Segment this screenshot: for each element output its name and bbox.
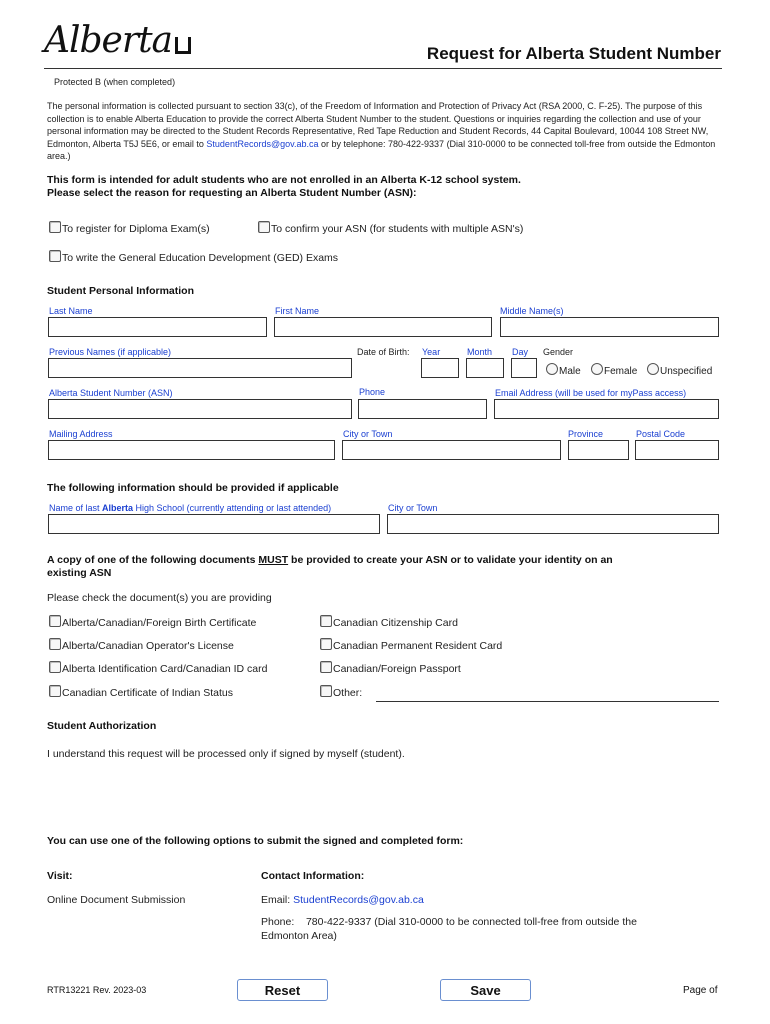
reason-confirm-checkbox[interactable]: To confirm your ASN (for students with multiple ASN's) bbox=[258, 221, 523, 235]
contact-phone: Phone: 780-422-9337 (Dial 310-0000 to be connected toll-free from outside the bbox=[261, 916, 637, 928]
contact-phone-line2: Edmonton Area) bbox=[261, 930, 337, 942]
online-submission-link[interactable]: Online Document Submission bbox=[47, 894, 186, 906]
previous-names-label: Previous Names (if applicable) bbox=[49, 347, 172, 357]
contact-email-link[interactable]: StudentRecords@gov.ab.ca bbox=[293, 894, 424, 906]
documents-heading-line2: existing ASN bbox=[47, 567, 112, 579]
last-name-label: Last Name bbox=[49, 306, 93, 316]
page-number: Page of bbox=[683, 985, 718, 996]
email-input[interactable] bbox=[494, 399, 719, 419]
radio-icon bbox=[591, 363, 603, 375]
logo-mark-icon bbox=[175, 37, 191, 54]
page-title: Request for Alberta Student Number bbox=[426, 44, 721, 63]
intro-line-2: Please select the reason for requesting an Alberta Student Number (ASN): bbox=[47, 187, 417, 199]
checkbox-icon bbox=[320, 615, 332, 627]
checkbox-icon bbox=[49, 221, 61, 233]
province-label: Province bbox=[568, 429, 604, 439]
authorization-text: I understand this request will be processed only if signed by myself (student). bbox=[47, 748, 405, 760]
gender-unspecified-radio[interactable]: Unspecified bbox=[647, 363, 712, 377]
protected-label: Protected B (when completed) bbox=[54, 77, 176, 87]
radio-icon bbox=[647, 363, 659, 375]
checkbox-icon bbox=[320, 685, 332, 697]
asn-label: Alberta Student Number (ASN) bbox=[49, 388, 173, 398]
authorization-heading: Student Authorization bbox=[47, 720, 157, 732]
asn-input[interactable] bbox=[48, 399, 352, 419]
dob-label: Date of Birth: bbox=[357, 347, 410, 357]
doc-passport-checkbox[interactable]: Canadian/Foreign Passport bbox=[320, 661, 461, 675]
checkbox-icon bbox=[49, 615, 61, 627]
school-heading: The following information should be provided if applicable bbox=[47, 482, 339, 494]
reset-button[interactable]: Reset bbox=[237, 979, 328, 1001]
documents-instruction: Please check the document(s) you are providing bbox=[47, 592, 272, 604]
province-input[interactable] bbox=[568, 440, 629, 460]
doc-other-checkbox[interactable]: Other: bbox=[320, 685, 362, 699]
dob-year-input[interactable] bbox=[421, 358, 459, 378]
doc-citizenship-checkbox[interactable]: Canadian Citizenship Card bbox=[320, 615, 458, 629]
contact-email: Email: StudentRecords@gov.ab.ca bbox=[261, 894, 424, 906]
first-name-input[interactable] bbox=[274, 317, 492, 337]
personal-heading: Student Personal Information bbox=[47, 285, 195, 297]
checkbox-icon bbox=[49, 661, 61, 673]
doc-permanent-resident-checkbox[interactable]: Canadian Permanent Resident Card bbox=[320, 638, 502, 652]
privacy-email-link[interactable]: StudentRecords@gov.ab.ca bbox=[206, 138, 319, 149]
middle-name-label: Middle Name(s) bbox=[500, 306, 564, 316]
checkbox-icon bbox=[49, 250, 61, 262]
first-name-label: First Name bbox=[275, 306, 320, 316]
phone-input[interactable] bbox=[358, 399, 487, 419]
school-input[interactable] bbox=[48, 514, 380, 534]
day-label: Day bbox=[512, 347, 529, 357]
gender-label: Gender bbox=[543, 347, 574, 357]
checkbox-icon bbox=[258, 221, 270, 233]
privacy-notice: The personal information is collected pursuant to section 33(c), of the Freedom of Information and Protection of Privacy Act (RSA 2000, C. F-25). The purpose of this collection is to enable Alberta Education to provide the correct Alberta Student Number to the student. Questions or inquiries regarding the collection and use of your personal information may be directed to the Student Records Representative, Red Tape Reduction and Student Records, 44 Capital Boulevard, 10044 108 Street NW, Edmonton, Alberta T5J 5E6, or email to StudentRecords@gov.ab.ca or by telephone: 780-422-9337 (Dial 310-0000 to be connected toll-free from outside the Edmonton area.) bbox=[47, 101, 716, 161]
city-input[interactable] bbox=[342, 440, 561, 460]
save-button[interactable]: Save bbox=[440, 979, 531, 1001]
phone-label: Phone bbox=[359, 387, 386, 397]
postal-code-input[interactable] bbox=[635, 440, 719, 460]
visit-label: Visit: bbox=[47, 870, 73, 882]
checkbox-icon bbox=[320, 661, 332, 673]
school-city-input[interactable] bbox=[387, 514, 719, 534]
city-label: City or Town bbox=[343, 429, 393, 439]
year-label: Year bbox=[422, 347, 441, 357]
doc-operators-license-checkbox[interactable]: Alberta/Canadian Operator's License bbox=[49, 638, 234, 652]
radio-icon bbox=[546, 363, 558, 375]
gender-female-radio[interactable]: Female bbox=[591, 363, 637, 377]
header-divider bbox=[44, 68, 722, 69]
dob-day-input[interactable] bbox=[511, 358, 537, 378]
submit-heading: You can use one of the following options to submit the signed and completed form: bbox=[47, 835, 464, 847]
checkbox-icon bbox=[49, 638, 61, 650]
gender-male-radio[interactable]: Male bbox=[546, 363, 581, 377]
dob-month-input[interactable] bbox=[466, 358, 504, 378]
doc-id-card-checkbox[interactable]: Alberta Identification Card/Canadian ID card bbox=[49, 661, 267, 675]
postal-code-label: Postal Code bbox=[636, 429, 686, 439]
doc-indian-status-checkbox[interactable]: Canadian Certificate of Indian Status bbox=[49, 685, 233, 699]
checkbox-icon bbox=[49, 685, 61, 697]
alberta-logo: Alberta bbox=[44, 20, 191, 61]
middle-name-input[interactable] bbox=[500, 317, 719, 337]
form-id: RTR13221 Rev. 2023-03 bbox=[47, 985, 147, 995]
school-city-label: City or Town bbox=[388, 503, 438, 513]
doc-birth-certificate-checkbox[interactable]: Alberta/Canadian/Foreign Birth Certificate bbox=[49, 615, 256, 629]
other-document-input[interactable] bbox=[376, 701, 719, 702]
reason-diploma-checkbox[interactable]: To register for Diploma Exam(s) bbox=[49, 221, 210, 235]
last-name-input[interactable] bbox=[48, 317, 267, 337]
school-label: Name of last Alberta High School (currently attending or last attended) bbox=[49, 503, 332, 513]
reason-ged-checkbox[interactable]: To write the General Education Development (GED) Exams bbox=[49, 250, 338, 264]
month-label: Month bbox=[467, 347, 493, 357]
mailing-address-label: Mailing Address bbox=[49, 429, 113, 439]
intro-line-1: This form is intended for adult students who are not enrolled in an Alberta K-12 school system. bbox=[47, 174, 521, 186]
checkbox-icon bbox=[320, 638, 332, 650]
mailing-address-input[interactable] bbox=[48, 440, 335, 460]
email-label: Email Address (will be used for myPass access) bbox=[495, 388, 687, 398]
previous-names-input[interactable] bbox=[48, 358, 352, 378]
contact-label: Contact Information: bbox=[261, 870, 365, 882]
documents-heading: A copy of one of the following documents MUST be provided to create your ASN or to validate your identity on an bbox=[47, 554, 613, 566]
